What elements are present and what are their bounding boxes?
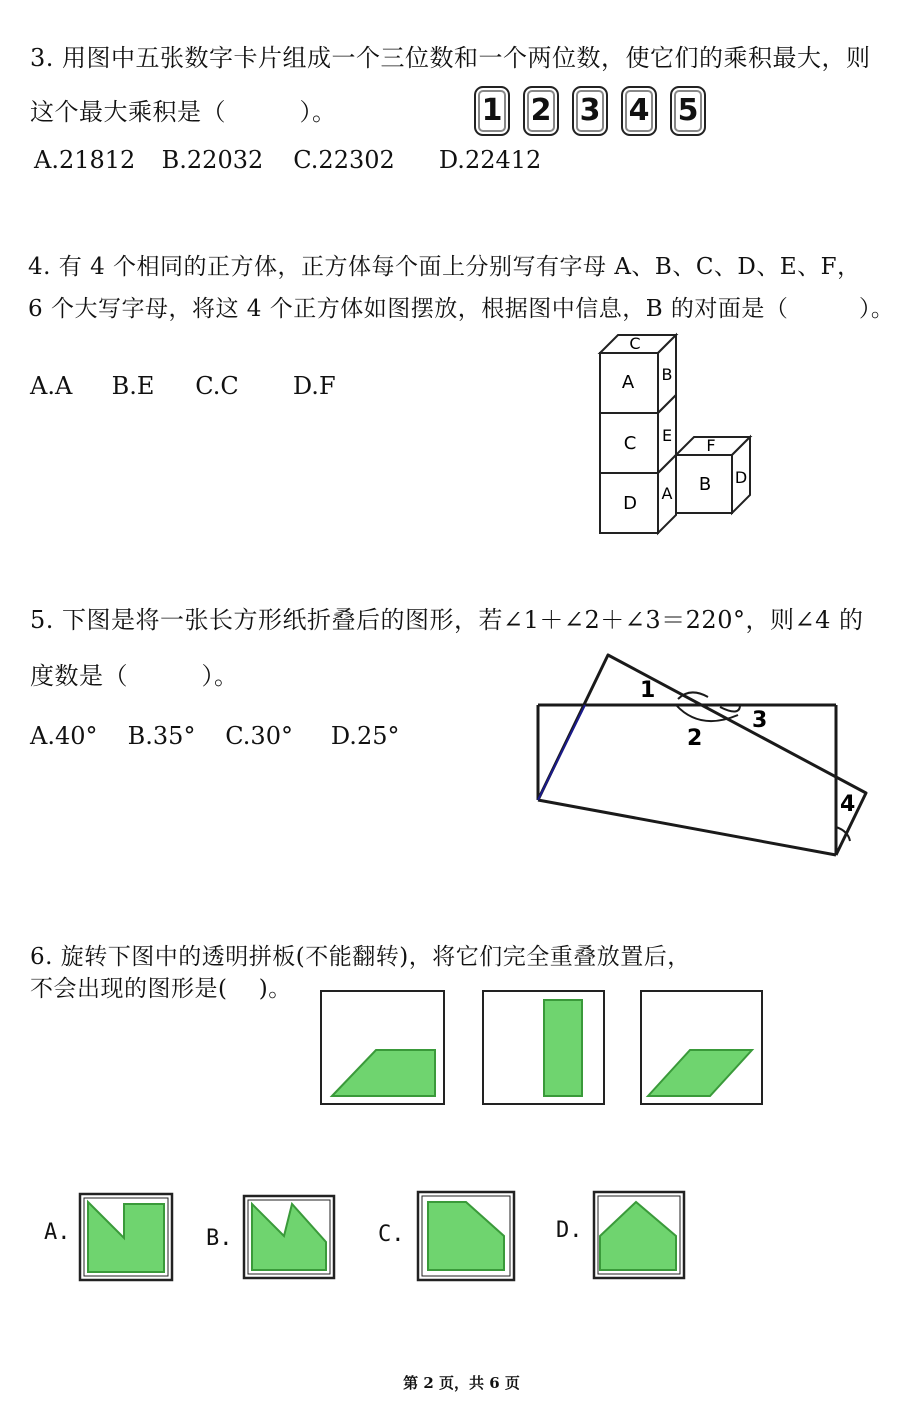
cube-label-side1: B <box>661 365 673 384</box>
q4-line1: 4. 有 4 个相同的正方体，正方体每个面上分别写有字母 A、B、C、D、E、F， <box>28 254 861 280</box>
q5-option-d: D.25° <box>330 722 400 750</box>
angle-label-4: 4 <box>840 792 856 817</box>
q3-line2: 这个最大乘积是（ ）。 <box>30 98 337 126</box>
q6-option-a-label: A. <box>44 1220 71 1245</box>
q4-options <box>30 372 336 400</box>
cube-label-front3: D <box>623 493 637 514</box>
piece-rectangle <box>544 1000 582 1096</box>
angle-label-2: 2 <box>687 726 703 751</box>
q4-option-a: A.A <box>30 372 73 400</box>
cube-stack-figure <box>590 325 760 540</box>
q5-option-a: A.40° <box>30 722 98 750</box>
angle-label-3: 3 <box>752 708 768 733</box>
q6-line1: 6. 旋转下图中的透明拼板(不能翻转)，将它们完全重叠放置后， <box>30 944 691 970</box>
q4-option-d: D.F <box>292 372 336 400</box>
page-footer: 第 2 页，共 6 页 <box>403 1374 520 1392</box>
q6-option-b-label: B. <box>206 1226 233 1251</box>
q5-option-c: C.30° <box>225 722 293 750</box>
q3-options <box>34 146 541 174</box>
q4-option-b: B.E <box>111 372 155 400</box>
q6-option-d-figure <box>592 1190 686 1280</box>
q5-options <box>30 722 399 750</box>
q4-option-c: C.C <box>195 372 239 400</box>
q3-option-a: A.21812 <box>34 146 136 174</box>
cube-label-side2: E <box>661 426 673 445</box>
q6-option-a-figure <box>78 1192 174 1282</box>
q6-option-c-label: C. <box>378 1222 405 1247</box>
q5-line1: 5. 下图是将一张长方形纸折叠后的图形，若∠1＋∠2＋∠3＝220°，则∠4 的 <box>30 606 864 634</box>
q3-option-c: C.22302 <box>293 146 395 174</box>
digit-card-2: 2 <box>523 86 559 136</box>
cube-label-top1: C <box>629 334 641 353</box>
q5-line2: 度数是（ ）。 <box>30 662 239 690</box>
q3-line1: 3. 用图中五张数字卡片组成一个三位数和一个两位数，使它们的乘积最大，则 <box>30 44 871 72</box>
folded-paper-figure <box>530 645 875 865</box>
q6-option-b-figure <box>242 1194 336 1280</box>
cube-label-side3: A <box>661 484 673 503</box>
q3-option-b: B.22032 <box>161 146 264 174</box>
cube-label-side4: D <box>734 468 748 487</box>
q5-option-b: B.35° <box>127 722 196 750</box>
transparent-pieces-figure <box>318 988 768 1108</box>
digit-card-3: 3 <box>572 86 608 136</box>
cube-label-front4: B <box>698 474 712 495</box>
q3-option-d: D.22412 <box>438 146 542 174</box>
angle-label-1: 1 <box>640 678 656 703</box>
digit-card-5: 5 <box>670 86 706 136</box>
q6-option-c-figure <box>416 1190 516 1282</box>
digit-card-1: 1 <box>474 86 510 136</box>
q6-option-d-label: D. <box>556 1218 583 1243</box>
q6-line2: 不会出现的图形是( )。 <box>30 976 292 1002</box>
q4-line2: 6 个大写字母，将这 4 个正方体如图摆放，根据图中信息，B 的对面是（ ）。 <box>28 296 895 322</box>
cube-label-front2: C <box>623 433 637 454</box>
cube-label-front1: A <box>621 372 635 393</box>
digit-card-4: 4 <box>621 86 657 136</box>
cube-label-top4: F <box>706 436 716 455</box>
